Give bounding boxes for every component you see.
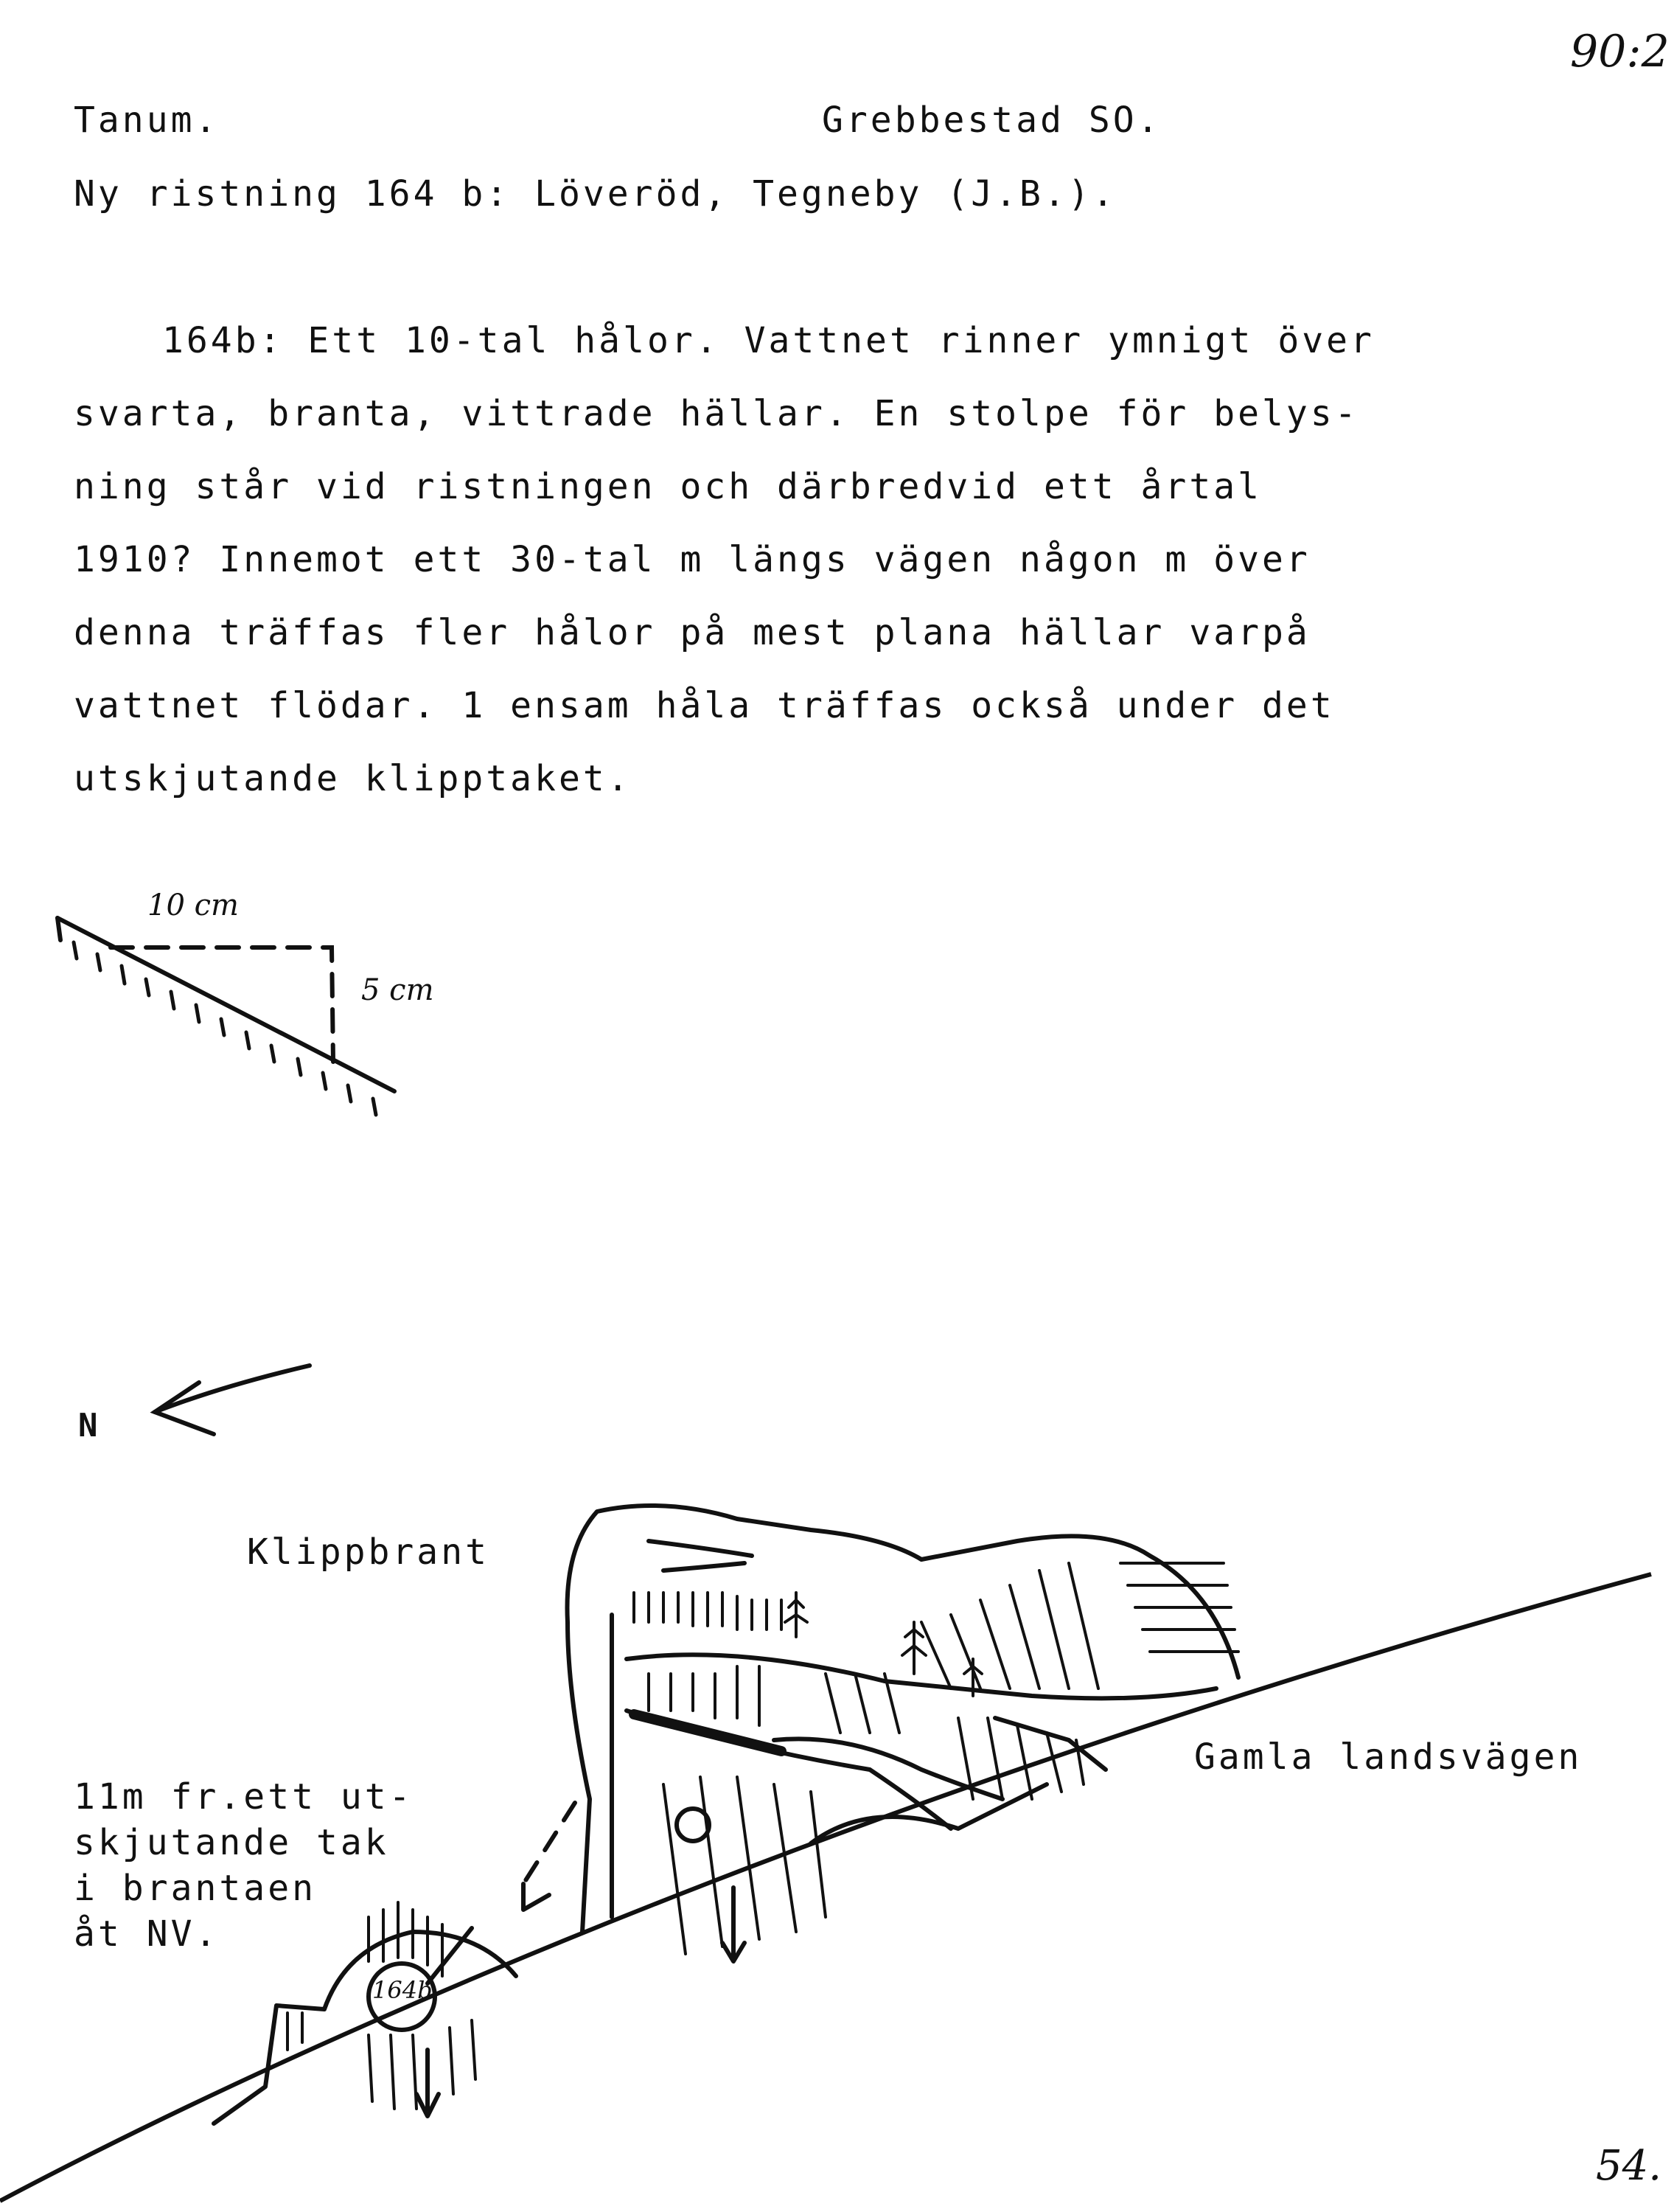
body-line: svarta, branta, vittrade hällar. En stolpe för belys- <box>74 393 1359 434</box>
horizontal-measure-label: 10 cm <box>147 888 239 922</box>
document-subtitle: Ny ristning 164 b: Löveröd, Tegneby (J.B.). <box>74 173 1117 215</box>
vertical-measure-label: 5 cm <box>361 973 434 1007</box>
body-line: 164b: Ett 10-tal hålor. Vattnet rinner ymnigt över <box>162 320 1375 361</box>
body-line: 1910? Innemot ett 30-tal m längs vägen någon m över <box>74 539 1311 580</box>
caption-line: skjutande tak <box>74 1822 389 1863</box>
slope-profile-sketch <box>57 918 394 1115</box>
location-caption <box>74 1774 414 1957</box>
caption-line: 11m fr.ett ut- <box>74 1776 414 1818</box>
body-line: denna träffas fler hålor på mest plana hällar varpå <box>74 612 1311 653</box>
parish-name: Tanum. <box>74 100 220 141</box>
carving-number-label: 164b <box>372 1976 433 2004</box>
north-arrow-icon <box>155 1366 310 1434</box>
caption-line: i brantaen <box>74 1868 316 1909</box>
caption-line: åt NV. <box>74 1913 220 1955</box>
cliff-drawing <box>523 1506 1238 1961</box>
body-line: vattnet flödar. 1 ensam håla träffas också under det <box>74 685 1335 726</box>
map-sheet-name: Grebbestad SO. <box>822 100 1162 141</box>
road-label: Gamla landsvägen <box>1194 1736 1583 1778</box>
page-number: 54. <box>1596 2142 1662 2190</box>
north-label: N <box>78 1407 101 1444</box>
body-line: ning står vid ristningen och därbredvid ett årtal <box>74 466 1263 507</box>
cliff-label: Klippbrant <box>247 1531 489 1573</box>
body-line: utskjutande klipptaket. <box>74 758 632 799</box>
archive-number: 90:2 <box>1570 26 1670 77</box>
